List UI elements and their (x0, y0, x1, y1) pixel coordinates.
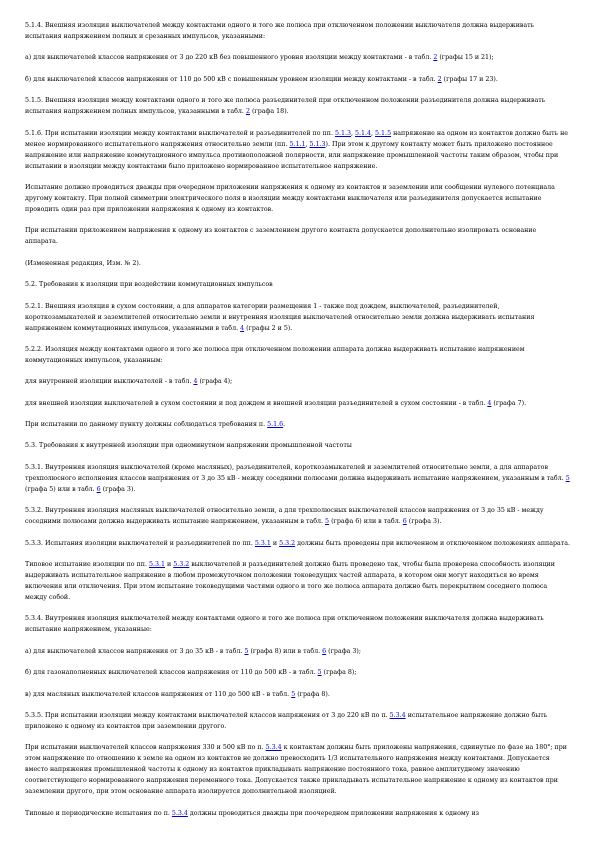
paragraph-text: 5.2.1. Внешняя изоляция в сухом состоянии, а для аппаратов категории размещения 1 - также под дождем, выключателей, разъединителей, короткозамыкателей и заземлителей относительно земли и внутренняя изоляция выключателей относительно земли должна выдерживать испытания напряжением коммутационных импульсов, указанными в табл. (25, 302, 535, 332)
paragraph-p_a1 (25, 52, 571, 63)
cross-reference-link[interactable]: 2 (245, 108, 250, 116)
paragraph-text: (графы 15 и 21); (437, 54, 494, 62)
cross-reference-link[interactable]: 5.3.1 (254, 539, 271, 547)
cross-reference-link[interactable]: 4 (193, 378, 198, 386)
paragraph-text: При испытании выключателей классов напряжения 330 и 500 кВ по п. (25, 744, 266, 752)
paragraph-text: ). При этом к другому контакту может быть приложено постоянное напряжение или напряжение коммутационного импульса противоположной полярности, или напряжение промышленной частоты таким образом, чтобы при испытании в изоляции между контактами было приложено нормированное испытательное напряжение. (25, 140, 559, 170)
cross-reference-link[interactable]: 4 (240, 324, 245, 332)
paragraph-text: для внешней изоляции выключателей в сухом состоянии и под дождем и внешней изоляции разъединителей в сухом состоянии - в табл. (25, 399, 488, 407)
paragraph-text: должны проводиться дважды при поочередном приложении напряжения к одному из (187, 809, 480, 817)
cross-reference-link[interactable]: 5 (317, 669, 322, 677)
paragraph-text: испытательное напряжение должно быть приложено к одному из контактов при заземлении другого. (25, 711, 548, 730)
paragraph-text: 5.3. Требования к внутренней изоляции при одноминутном напряжении промышленной частоты (25, 442, 352, 450)
paragraph-text: 5.2.2. Изоляция между контактами одного и того же полюса при отключенном положении аппарата должна выдерживать испытание напряжением коммутационных импульсов, указанным: (25, 345, 525, 364)
paragraph-text: , (371, 129, 376, 137)
paragraph-text: , (350, 129, 355, 137)
paragraph-text: и (270, 539, 280, 547)
paragraph-text: выключателей и разъединителей должно быть проведено так, чтобы была проверена способность изоляции выдерживать испытательное напряжение в любом промежуточном положении токоведущих частей аппарата, в котором они могут находиться во время включения или отключения. При этом испытание токоведущими частями одного и того же полюса аппарата должно быть перекрытием соседнего полюса между собой. (25, 561, 555, 602)
paragraph-p_330 (25, 742, 571, 797)
paragraph-p_tipovoe (25, 559, 571, 603)
paragraph-p5_2_1 (25, 301, 571, 334)
paragraph-text: (Измененная редакция, Изм. № 2). (25, 259, 141, 267)
cross-reference-link[interactable]: 5.3.4 (265, 744, 282, 752)
paragraph-text: напряжение на одном из контактов должно быть не менее нормированного испытательного напряжения относительно земли (пп. (25, 129, 569, 148)
paragraph-p_a2 (25, 646, 571, 657)
paragraph-text: . (283, 421, 286, 429)
paragraph-text: При испытании по данному пункту должны соблюдаться требования п. (25, 421, 268, 429)
cross-reference-link[interactable]: 5.1.1 (289, 140, 306, 148)
paragraph-text: 5.3.2. Внутренняя изоляция масляных выключателей относительно земли, а для трехполюсных выключателей классов напряжения от 3 до 35 кВ - между соседними полюсами должна выдерживать испытание напряжением, указанным в табл. (25, 507, 544, 526)
paragraph-p_b2 (25, 667, 571, 678)
paragraph-text: Типовое испытание изоляции по пп. (25, 561, 149, 569)
paragraph-text: (графа 3); (326, 647, 361, 655)
paragraph-text: (графы 17 и 23). (441, 75, 498, 83)
paragraph-text: (графа 8) или в табл. (248, 647, 323, 655)
paragraph-p_vnutr (25, 376, 571, 387)
paragraph-text: (графа 3). (100, 485, 136, 493)
paragraph-p5_1_4 (25, 20, 571, 42)
paragraph-p_tipovye_last (25, 808, 571, 819)
paragraph-text: в) для масляных выключателей классов напряжения от 110 до 500 кВ - в табл. (25, 690, 292, 698)
cross-reference-link[interactable]: 5.1.5 (375, 129, 392, 137)
paragraph-p5_3_3 (25, 538, 571, 549)
paragraph-p_dopusk (25, 182, 571, 215)
cross-reference-link[interactable]: 5.1.3 (334, 129, 351, 137)
cross-reference-link[interactable]: 5.3.2 (173, 561, 190, 569)
cross-reference-link[interactable]: 5 (244, 647, 249, 655)
cross-reference-link[interactable]: 5.3.4 (389, 711, 406, 719)
paragraph-text: 5.1.4. Внешняя изоляция выключателей между контактами одного и того же полюса при отключенном положении выключателя должна выдерживать испытания напряжением полных и срезанных импульсов, указанными: (25, 22, 535, 40)
paragraph-text: (графа 4); (197, 378, 233, 386)
paragraph-text: (графа 8). (295, 690, 330, 698)
paragraph-p5_3_5 (25, 710, 571, 732)
paragraph-text: для внутренней изоляции выключателей - в табл. (25, 378, 194, 386)
paragraph-p5_3_2 (25, 505, 571, 527)
cross-reference-link[interactable]: 5.1.3 (309, 140, 326, 148)
cross-reference-link[interactable]: 6 (96, 485, 101, 493)
cross-reference-link[interactable]: 5.3.2 (279, 539, 296, 547)
paragraph-p5_1_6 (25, 128, 571, 172)
paragraph-text: и (165, 561, 174, 569)
cross-reference-link[interactable]: 5.3.4 (171, 809, 188, 817)
paragraph-text: 5.3.4. Внутренняя изоляция выключателей между контактами одного и того же полюса при отключенном положении выключателя должна выдерживать испытание напряжением, указанные: (25, 615, 544, 634)
cross-reference-link[interactable]: 5.1.6 (267, 421, 284, 429)
paragraph-p5_2 (25, 279, 571, 290)
paragraph-p_izm (25, 258, 571, 269)
paragraph-text: (графы 2 и 5). (244, 324, 293, 332)
paragraph-text: (графа 5) или в табл. (25, 485, 97, 493)
paragraph-text: 5.2. Требования к изоляции при воздействии коммутационных импульсов (25, 281, 273, 289)
paragraph-text: б) для газонаполненных выключателей классов напряжения от 110 до 500 кВ - в табл. (25, 669, 318, 677)
cross-reference-link[interactable]: 5 (325, 518, 330, 526)
paragraph-text: При испытании приложением напряжения к одному из контактов с заземлением другого контакта допускается дополнительно изолировать основание аппарата. (25, 227, 537, 246)
cross-reference-link[interactable]: 5 (291, 690, 296, 698)
cross-reference-link[interactable]: 2 (437, 75, 442, 83)
cross-reference-link[interactable]: 6 (402, 518, 407, 526)
paragraph-p5_3 (25, 440, 571, 451)
paragraph-p5_3_4 (25, 613, 571, 635)
paragraph-p5_2_2 (25, 344, 571, 366)
paragraph-text: должны быть проведены при включенном и отключенном положениях аппарата. (295, 539, 571, 547)
cross-reference-link[interactable]: 4 (487, 399, 492, 407)
cross-reference-link[interactable]: 5.3.1 (148, 561, 165, 569)
cross-reference-link[interactable]: 5 (565, 474, 570, 482)
cross-reference-link[interactable]: 6 (322, 647, 327, 655)
paragraph-text: (графа 3). (406, 518, 442, 526)
paragraph-text: , (305, 140, 310, 148)
paragraph-p_v2 (25, 689, 571, 700)
paragraph-text: Типовые и периодические испытания по п. (25, 809, 172, 817)
paragraph-text: (графа 8); (321, 669, 357, 677)
paragraph-text: 5.1.6. При испытании изоляции между контактами выключателей и разъединителей по пп. (25, 129, 335, 137)
paragraph-text: Испытание должно проводиться дважды при очередном приложении напряжения к одному из контактов и заземлении или сообщении нулевого потенциала другому контакту. При полной симметрии электрического поля в изоляции между контактами выключателя или разъединителя допускается испытание проводить один раз при приложении напряжения к одному из контактов. (25, 183, 555, 213)
paragraph-text: а) для выключателей классов напряжения от 3 до 35 кВ - в табл. (25, 647, 245, 655)
paragraph-text: (графа 6) или в табл. (329, 518, 403, 526)
paragraph-p_b1 (25, 74, 571, 85)
cross-reference-link[interactable]: 5.1.4 (355, 129, 372, 137)
paragraph-text: к контактам должны быть приложены напряжения, сдвинутые по фазе на 180°; при этом напряжение по отношению к земле на одном из контактов не должно превосходить 1/3 испытательного напряжения между контактами. Допускается вместо напряжения промышленной частоты к одному из контактов прикладывать напряжение постоянного тока, равное амплитудному значению соответствующего нормированного напряжения переменного тока. Допускается также прикладывать испытательное напряжение к одному из контактов при заземлении другого, при этом основание аппарата изолируется дополнительной изоляцией. (25, 744, 567, 796)
paragraph-text: 5.3.1. Внутренняя изоляция выключателей (кроме масляных), разъединителей, короткозамыкателей и заземлителей относительно земли, а для аппаратов трехполюсного исполнения классов напряжения от 3 до 35 кВ - между соседними полюсами должна выдерживать испытание напряжением, указанным в табл. (25, 463, 566, 482)
paragraph-p_pri_isp (25, 419, 571, 430)
paragraph-text: а) для выключателей классов напряжения от 3 до 220 кВ без повышенного уровня изоляции между контактами - в табл. (25, 54, 434, 62)
paragraph-text: (графа 18). (249, 108, 289, 116)
paragraph-text: б) для выключателей классов напряжения от 110 до 500 кВ с повышенным уровнем изоляции между контактами - в табл. (25, 75, 438, 83)
paragraph-text: 5.1.5. Внешняя изоляция между контактами одного и того же полюса разъединителей при отключенном положении разъединителя должна выдерживать испытания напряжением полных импульсов, указанными в табл. (25, 97, 546, 116)
paragraph-text: 5.3.3. Испытания изоляции выключателей и разъединителей по пп. (25, 539, 255, 547)
paragraph-p_zazem (25, 225, 571, 247)
paragraph-p5_3_1 (25, 462, 571, 495)
paragraph-p5_1_5 (25, 95, 571, 117)
cross-reference-link[interactable]: 2 (433, 54, 438, 62)
paragraph-text: (графа 7). (491, 399, 527, 407)
paragraph-text: 5.3.5. При испытании изоляции между контактами выключателей классов напряжения от 3 до 220 кВ по п. (25, 711, 390, 719)
paragraph-p_vnesh (25, 398, 571, 409)
